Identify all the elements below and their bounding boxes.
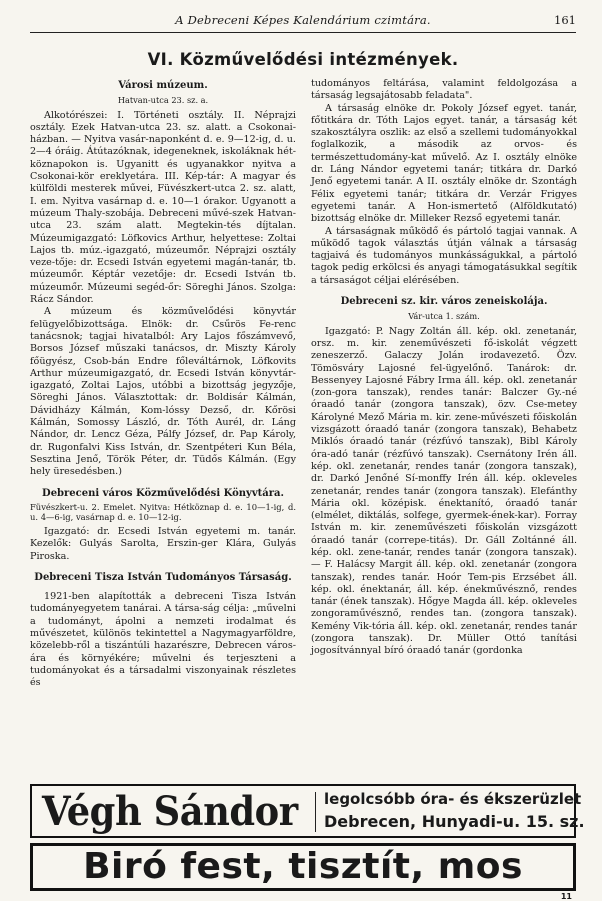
paragraph: tudományos feltárása, valamint feldolgozása a társaság legsajátosabb feladata". — [311, 78, 577, 102]
section-title-museum: Városi múzeum. — [118, 80, 208, 91]
chapter-title: VI. Közművelődési intézmények. — [147, 50, 459, 69]
ad-business-name: Végh Sándor — [42, 788, 298, 835]
paragraph: Igazgató: P. Nagy Zoltán áll. kép. okl. zenetanár, orsz. m. kir. zeneművészeti fő-iskolát végzett zeneszerző. Galaczy Jolán irodavezető. Özv. Tömösváry Lajosné fel-ügyelőnő. Tanárok: dr. Bessenyey Lajosné Fábry Irma áll. kép. okl. zenetanár (zon-gora tanszak), rendes tanár: Balczer Gy.-né óraadó tanár (zongora tanszak), özv. Cse-metey Károlyné Mező Mária m. kir. zene-művészeti főiskolán vizsgázott óraadó tanár (zongora tanszak), Behabetz Miklós óraadó tanár (rézfúvó tanszak), Bibl Károly óra-adó tanár (rézfúvó tanszak). Csernátony Irén áll. kép. okl. zenetanár, rendes tanár (zongora tanszak), dr. Darkó Jenőné Sí-monffy Irén áll. kép. okleveles zenetanár, rendes tanár (zongora tanszak). Elefánthy Mária okl. középisk. énektanító, óraadó tanár (elmélet, diktálás, solfege, gyermek-ének-kar). Forray István m. kir. zeneművészeti főiskolán vizsgázott óraadó tanár (correpe-titás). Dr. Gáll Zoltánné áll. kép. okl. zene-tanár, rendes tanár (zongora tanszak). — F. Halácsy Margit áll. kép. okl. zenetanár (zongora tanszak), rendes tanár. Hoór Tem-pis Erzsébet áll. kép. okl. énektanár, áll. kép. énekművésznő, rendes tanár (ének tanszak). Hőgye Magda áll. kép. okleveles zongoraművésznő, rendes tan. (zongora tanszak). Kemény Vik-tória áll. kép. okl. zenetanár, rendes tanár (zongora tanszak). Dr. Müller Ottó tanítási jogosítvánnyal bíró óraadó tanár (gordonka — [311, 325, 577, 657]
signature-number: 11 — [560, 892, 572, 901]
ad-tagline: legolcsóbb óra- és ékszerüzlet — [324, 790, 582, 808]
ad-address: Debrecen, Hunyadi-u. 15. sz. — [324, 812, 585, 831]
section-address-music-school: Vár-utca 1. szám. — [408, 311, 480, 322]
section-title-music-school: Debreceni sz. kir. város zeneiskolája. — [340, 296, 548, 308]
running-header — [30, 8, 576, 33]
right-column — [311, 78, 577, 658]
paragraph: Igazgató: dr. Ecsedi István egyetemi m. tanár. Kezelők: Gulyás Sarolta, Erszin-ger Klára, Gulyás Piroska. — [30, 525, 296, 562]
section-title-society: Debreceni Tisza István Tudományos Társaság. — [34, 571, 292, 583]
paragraph: A társaságnak működő és pártoló tagjai vannak. A működő tagok választás útján válnak a társaság tagjaivá és tudományos munkásságukkal, a pártoló tagok pedig erkölcsi és anyagi támogatásukkal segítik a társaságot céljai elérésében. — [311, 225, 577, 286]
left-column — [30, 80, 296, 690]
paragraph: A múzeum és közművelődési könyvtár felügyelőbizottsága. Elnök: dr. Csűrös Fe-renc tanácsnok; tagjai hivatalból: Ary Lajos főszámvevő, Borsos József műszaki tanácsos, dr. Miszty Károly főügyész, Csob-bán Endre főleváltárnok, Löfkovits Arthur múzeumigazgató, dr. Ecsedi István könyvtár-igazgató, Zoltai Lajos, utóbbi a bizottság jegyzője, Söreghi János. Választottak: dr. Boldisár Kálmán, Dávidházy Kálmán, Kom-lóssy Dezső, dr. Kőrösi Kálmán, Somossy László, dr. Tóth Aurél, dr. Láng Nándor, dr. Lencz Géza, Pálfy József, dr. Pap Károly, dr. Rugonfalvi Kiss István, dr. Szentpéteri Kun Béla, Sesztina Jenő, Török Péter, dr. Tüdős Kálmán. (Egy hely üresedésben.) — [30, 306, 296, 478]
ad-slogan: Biró fest, tisztít, mos — [83, 846, 523, 887]
section-address-museum: Hatvan-utca 23. sz. a. — [117, 95, 209, 106]
ad-divider — [315, 792, 316, 832]
section-title-library: Debreceni város Közművelődési Könyvtára. — [42, 487, 284, 499]
page-number: 161 — [554, 13, 576, 27]
paragraph: A társaság elnöke dr. Pokoly József egyet. tanár, főtitkára dr. Tóth Lajos egyet. tanár, a társaság két szakosztályra oszlik: az első a szellemi tudományokkal foglalkozik, a második az orvos- és természettudomány-kat művelő. Az I. osztály elnöke dr. Láng Nándor egyetemi tanár; titkára dr. Darkó Jenő egyetemi tanár. A II. osztály elnöke dr. Szontágh Félix egyetemi tanár; titkára dr. Verzár Frigyes egyetemi tanár. A Hon-ismertető (Alföldkutató) bizottság elnöke dr. Milleker Rezső egyetemi tanár. — [311, 102, 577, 225]
paragraph: Alkotórészei: I. Történeti osztály. II. Néprajzi osztály. Ezek Hatvan-utca 23. sz. alatt. a Csokonai-házban. — Nyitva vasár-naponként d. e. 9—12-ig, d. u. 2—4 óráig. Átútazóknak, idegeneknek, iskoláknak hét-köznapokon is. Ugyanitt és ugyanakkor nyitva a Csokonai-kör ereklyetára. III. Kép-tár: A magyar és külföldi mesterek művei, Füvészkert-utca 2. sz. alatt, I. em. Nyitva vasárnap d. e. 10—1 órakor. Ugyanott a múzeum Thaly-szobája. Debreceni művé-szek Hatvan-utca 23. szám alatt. Megtekin-tés díjtalan. Múzeumigazgató: Löfkovics Arthur, helyettese: Zoltai Lajos tb. múz.-igazgató, múzeumőr. Néprajzi osztály veze-tője: dr. Ecsedi István egyetemi magán-tanár, tb. múzeumőr. Képtár vezetője: dr. Ecsedi István tb. múzeumőr. Múzeumi segéd-őr: Söreghi János. Szolga: Rácz Sándor. — [30, 109, 296, 306]
section-hours-library: Füvészkert-u. 2. Emelet. Nyitva: Hétköznap d. e. 10—1-ig, d. u. 4—6-ig, vasárnap d. e. 10—12-ig. — [30, 501, 296, 523]
running-title: A Debreceni Képes Kalendárium czimtára. — [175, 13, 431, 27]
paragraph: 1921-ben alapították a debreceni Tisza István tudományegyetem tanárai. A társa-ság célja: „művelni a tudományt, ápolni a nemzeti irodalmat és művészetet, különös tekintettel a Nagymagyarföldre, közelebb-ről a tiszántúli hazarészre, Debrecen város-ára és környékére; művelni és terjeszteni a tudományokat és a társadalmi viszonyainak részletes és — [30, 591, 296, 689]
advertisement-vegh — [30, 784, 585, 838]
advertisement-biro — [30, 843, 576, 891]
